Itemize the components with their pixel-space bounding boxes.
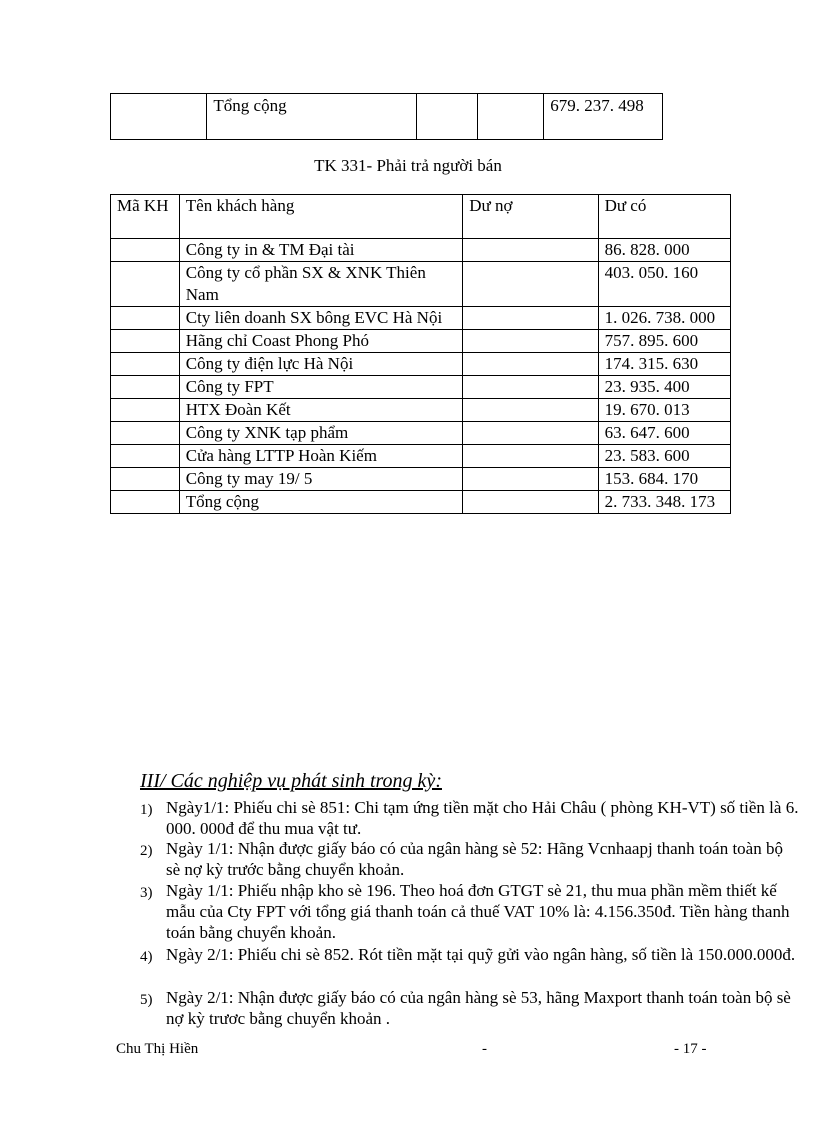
summary-table-tail: [110, 93, 663, 140]
cell-ten-khach-hang: Công ty XNK tạp phẩm: [179, 422, 462, 445]
cell-du-no: [463, 307, 598, 330]
item-text: Ngày 1/1: Nhận được giấy báo có của ngân hàng sè 52: Hãng Vcnhaapj thanh toán toàn bộ sè nợ kỳ trước bằng chuyển khoản.: [166, 839, 783, 879]
cell-ten-khach-hang: Công ty cổ phần SX & XNK Thiên Nam: [179, 262, 462, 307]
table-row: [111, 376, 731, 399]
cell-ma-kh: [111, 399, 180, 422]
item-text: Ngày1/1: Phiếu chi sè 851: Chi tạm ứng tiền mặt cho Hải Châu ( phòng KH-VT) số tiền là 6. 000. 000đ để thu mua vật tư.: [166, 798, 799, 838]
table-row: [111, 239, 731, 262]
list-item: [140, 944, 800, 965]
table-title: TK 331- Phải trả người bán: [314, 156, 502, 175]
cell-du-no: [463, 399, 598, 422]
table-row: [111, 94, 663, 140]
table-row: [111, 307, 731, 330]
item-number: 5): [140, 992, 153, 1008]
item-text: Ngày 1/1: Phiếu nhập kho sè 196. Theo hoá đơn GTGT sè 21, thu mua phần mềm thiết kế mẫu của Cty FPT với tổng giá thanh toán cả thuế VAT 10% là: 4.156.350đ. Tiền hàng thanh toán bằng chuyển khoản.: [166, 881, 790, 942]
header-ten-khach-hang: Tên khách hàng: [179, 195, 462, 239]
page-footer: [116, 1041, 716, 1061]
cell-du-co: 153. 684. 170: [598, 468, 730, 491]
list-item: [140, 797, 800, 839]
table-row: [111, 330, 731, 353]
cell-ma-kh: [111, 307, 180, 330]
table-row: [111, 422, 731, 445]
cell-du-co: 757. 895. 600: [598, 330, 730, 353]
table-row: [111, 353, 731, 376]
header-ma-kh: Mã KH: [111, 195, 180, 239]
list-item: [140, 880, 800, 943]
item-text: Ngày 2/1: Nhận được giấy báo có của ngân hàng sè 53, hãng Maxport thanh toán toàn bộ sè nợ kỳ trươc bằng chuyển khoản .: [166, 988, 791, 1028]
cell-ten-khach-hang: HTX Đoàn Kết: [179, 399, 462, 422]
table-cell: [478, 94, 544, 140]
header-du-no: Dư nợ: [463, 195, 598, 239]
cell-ma-kh: [111, 353, 180, 376]
cell-du-no: [463, 445, 598, 468]
cell-du-co: 174. 315. 630: [598, 353, 730, 376]
table-cell: [417, 94, 478, 140]
table-cell: [111, 94, 207, 140]
cell-du-co: 2. 733. 348. 173: [598, 491, 730, 514]
cell-ma-kh: [111, 376, 180, 399]
cell-du-co: 403. 050. 160: [598, 262, 730, 307]
cell-du-no: [463, 491, 598, 514]
page-number: - 17 -: [674, 1041, 707, 1057]
table-row: [111, 445, 731, 468]
cell-ten-khach-hang: Tổng cộng: [179, 491, 462, 514]
table-row: [111, 399, 731, 422]
cell-ten-khach-hang: Công ty FPT: [179, 376, 462, 399]
cell-du-no: [463, 376, 598, 399]
cell-du-co: 23. 935. 400: [598, 376, 730, 399]
footer-author: Chu Thị Hiền: [116, 1041, 199, 1057]
item-number: 1): [140, 802, 153, 818]
cell-du-no: [463, 353, 598, 376]
item-number: 3): [140, 885, 153, 901]
cell-ma-kh: [111, 468, 180, 491]
cell-ten-khach-hang: Cửa hàng LTTP Hoàn Kiếm: [179, 445, 462, 468]
item-number: 2): [140, 843, 153, 859]
cell-du-co: 1. 026. 738. 000: [598, 307, 730, 330]
cell-du-no: [463, 239, 598, 262]
cell-ten-khach-hang: Công ty may 19/ 5: [179, 468, 462, 491]
table-cell: 679. 237. 498: [544, 94, 663, 140]
cell-ma-kh: [111, 491, 180, 514]
cell-du-co: 86. 828. 000: [598, 239, 730, 262]
cell-ten-khach-hang: Cty liên doanh SX bông EVC Hà Nội: [179, 307, 462, 330]
cell-ma-kh: [111, 239, 180, 262]
table-row: [111, 468, 731, 491]
cell-ma-kh: [111, 262, 180, 307]
cell-du-no: [463, 422, 598, 445]
tk331-table: [110, 194, 731, 514]
cell-du-no: [463, 468, 598, 491]
cell-du-co: 23. 583. 600: [598, 445, 730, 468]
cell-ten-khach-hang: Công ty điện lực Hà Nội: [179, 353, 462, 376]
cell-ten-khach-hang: Hãng chỉ Coast Phong Phó: [179, 330, 462, 353]
cell-ma-kh: [111, 330, 180, 353]
cell-ma-kh: [111, 422, 180, 445]
section-heading: III/ Các nghiệp vụ phát sinh trong kỳ:: [140, 770, 442, 792]
cell-du-co: 63. 647. 600: [598, 422, 730, 445]
item-text: Ngày 2/1: Phiếu chi sè 852. Rót tiền mặt tại quỹ gửi vào ngân hàng, số tiền là 150.000.000đ.: [166, 945, 796, 964]
cell-du-no: [463, 262, 598, 307]
footer-dash: -: [482, 1041, 487, 1057]
table-body: [111, 239, 731, 514]
table-row: [111, 262, 731, 307]
list-item: [140, 987, 800, 1029]
list-item: [140, 838, 800, 880]
table-row: [111, 491, 731, 514]
table-cell: Tổng cộng: [207, 94, 417, 140]
cell-ma-kh: [111, 445, 180, 468]
item-number: 4): [140, 949, 153, 965]
cell-ten-khach-hang: Công ty in & TM Đại tài: [179, 239, 462, 262]
table-header-row: [111, 195, 731, 239]
header-du-co: Dư có: [598, 195, 730, 239]
cell-du-no: [463, 330, 598, 353]
cell-du-co: 19. 670. 013: [598, 399, 730, 422]
